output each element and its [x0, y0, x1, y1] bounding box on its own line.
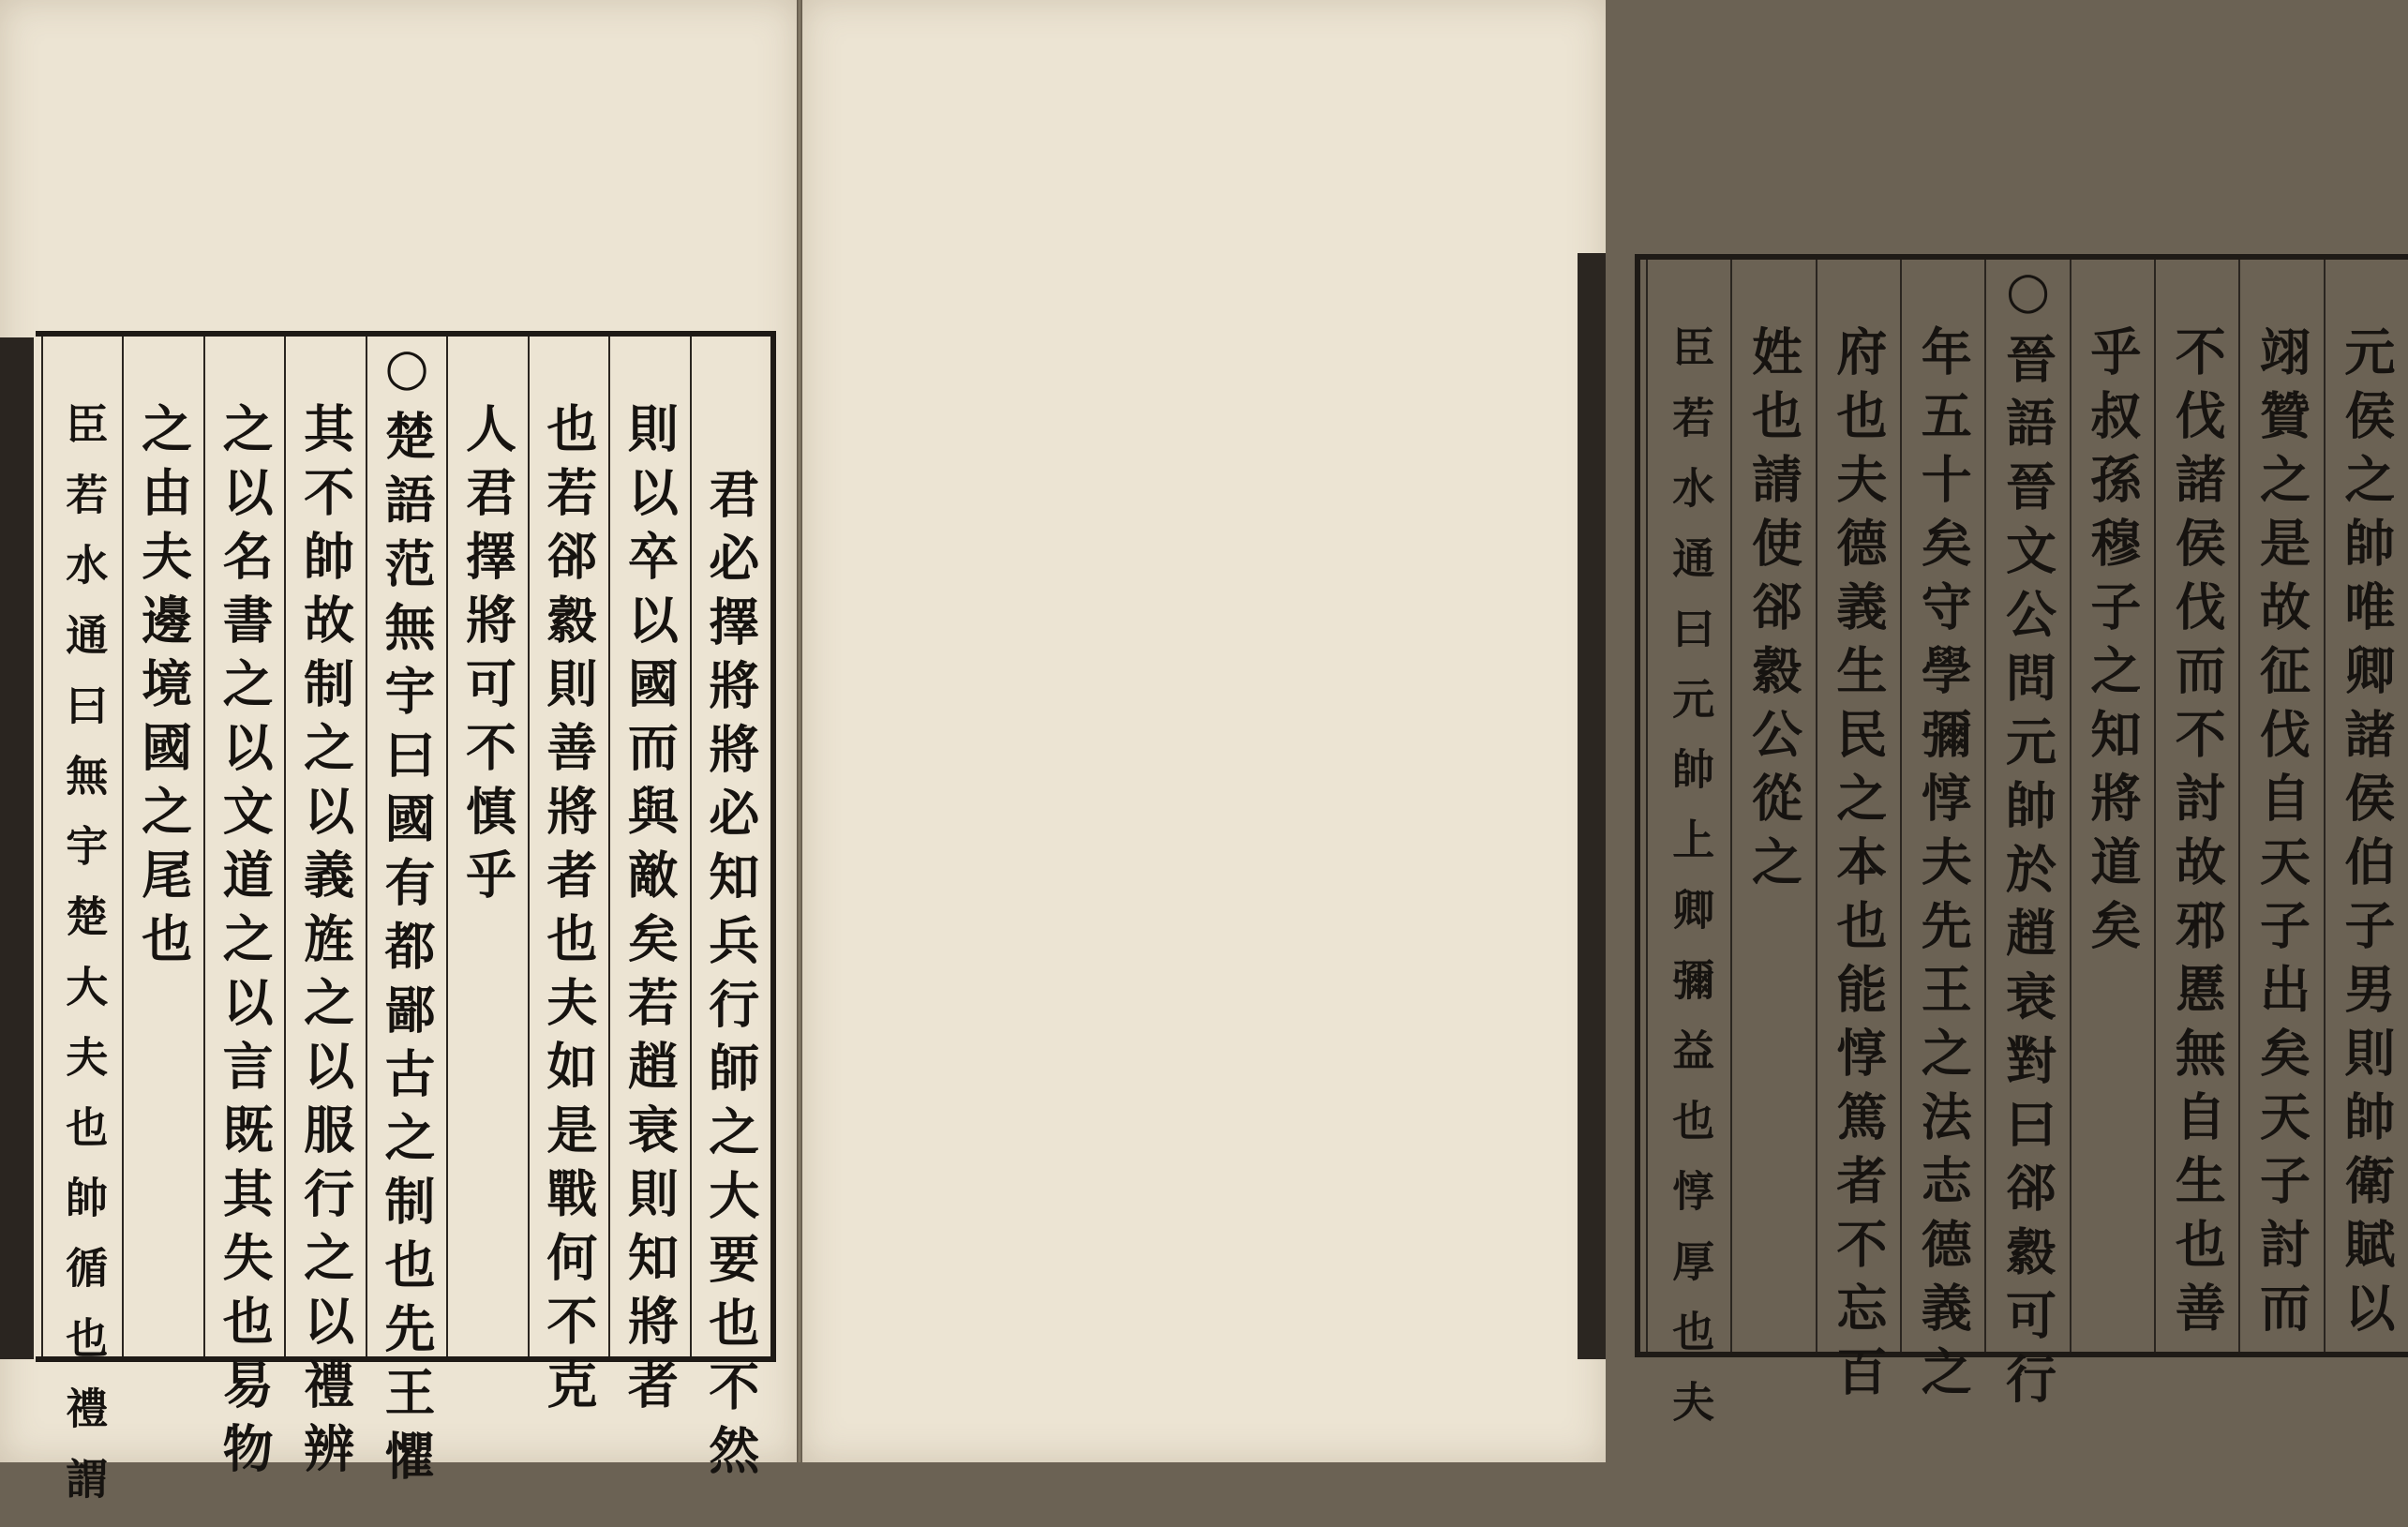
column-text: 翊贊之是故征伐自天子出矣天子討而 [2251, 325, 2312, 1345]
text-column [41, 337, 122, 1527]
right-text-frame [1635, 254, 2408, 1450]
column-text: 府也夫德義生民之本也能惇篤者不忘百 [1828, 325, 1889, 1409]
text-column [1646, 260, 1730, 1450]
column-text: 不伐諸侯伐而不討故邪慝無自生也善 [2167, 325, 2228, 1345]
right-page [802, 0, 2397, 1462]
text-column [528, 337, 608, 1422]
column-text: 臣若水通曰無宇楚大夫也帥循也禮謂 [58, 402, 109, 1527]
left-page [0, 0, 797, 1527]
left-text-frame [36, 331, 776, 1527]
text-column [1900, 260, 1984, 1409]
column-text: 其不帥故制之以義旌之以服行之以禮辨 [295, 402, 356, 1486]
text-column [1816, 260, 1900, 1409]
column-text: 之以名書之以文道之以言既其失也易物 [215, 402, 276, 1486]
text-column [690, 337, 770, 1488]
column-text: 元侯之帥唯卿諸侯伯子男則帥衛賦以 [2336, 325, 2397, 1345]
text-column [366, 337, 446, 1493]
text-column [2154, 260, 2238, 1352]
column-text: 則以卒以國而與敵矣若趙衰則知將者 [620, 402, 681, 1422]
column-text: 之由夫邊境國之尾也 [133, 402, 194, 976]
text-column [2238, 260, 2323, 1352]
column-text: 人君擇將可不慎乎 [457, 402, 518, 912]
text-column [203, 337, 284, 1486]
column-text: 乎叔孫穆子之知將道矣 [2082, 325, 2143, 963]
column-text: ○晉語晉文公問元帥於趙衰對曰郤縠可行 [1997, 260, 2058, 1416]
text-column [2070, 260, 2154, 1352]
text-column [284, 337, 365, 1486]
text-column [122, 337, 202, 1356]
right-page-edge [1578, 253, 1606, 1359]
text-column [608, 337, 689, 1422]
column-text: 也若郤縠則善將者也夫如是戰何不克 [538, 402, 599, 1422]
text-column [2324, 260, 2408, 1352]
left-page-edge [0, 337, 34, 1359]
column-text: ○楚語范無宇曰國有都鄙古之制也先王懼 [377, 337, 438, 1493]
text-column [1730, 260, 1815, 1352]
column-text: 姓也請使郤縠公從之 [1743, 325, 1804, 899]
column-text: 君必擇將將必知兵行師之大要也不然 [700, 468, 761, 1488]
text-column [446, 337, 527, 1356]
column-text: 臣若水通曰元帥上卿彌益也惇厚也夫 [1665, 325, 1715, 1450]
column-text: 年五十矣守學彌惇夫先王之法志德義之 [1913, 325, 1974, 1409]
text-column [1984, 260, 2069, 1416]
